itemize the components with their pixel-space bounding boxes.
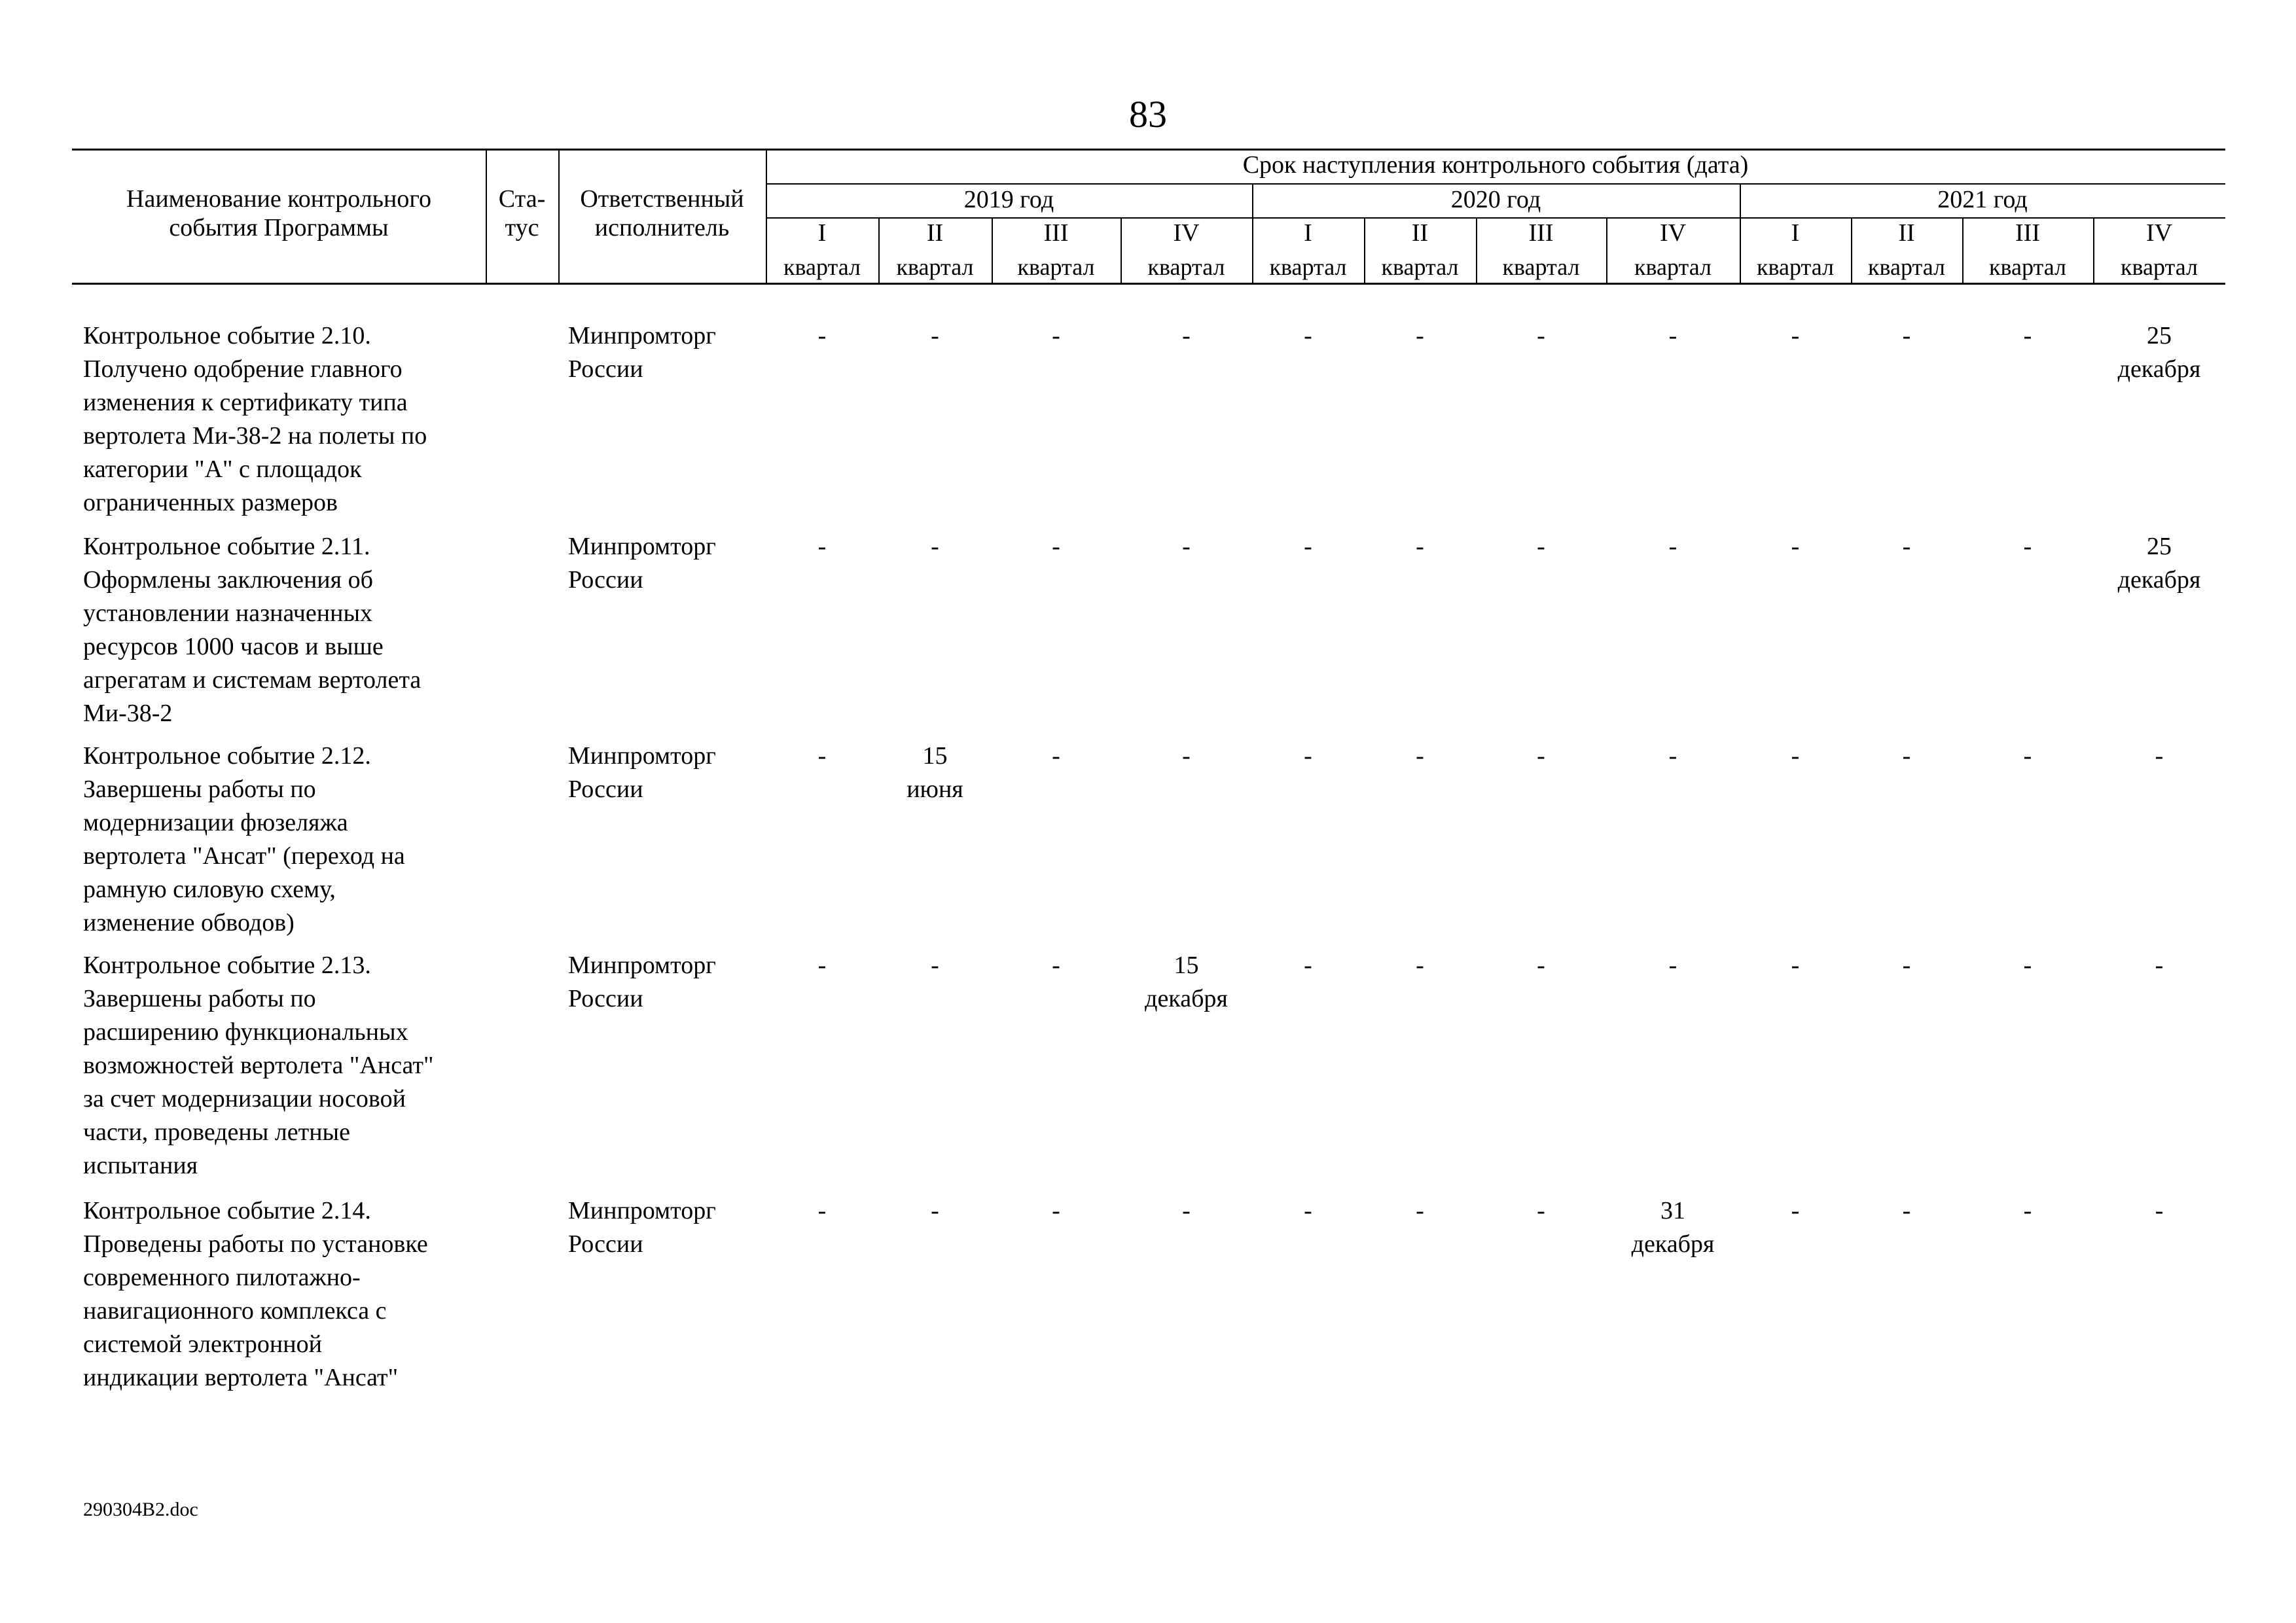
quarter-deadline-cell: -	[1052, 952, 1060, 979]
quarter-deadline-cell: -	[1182, 1197, 1191, 1224]
quarter-deadline-cell: -	[2023, 952, 2032, 979]
quarter-deadline-cell: -	[1416, 742, 1424, 770]
year-header: 2020 год	[1450, 186, 1541, 213]
responsible-executor: Минпромторг России	[568, 742, 716, 803]
quarter-header: III	[2015, 219, 2040, 247]
year-header: 2021 год	[1937, 186, 2028, 213]
quarter-deadline-cell: -	[817, 533, 827, 560]
quarter-header: I	[1791, 219, 1800, 247]
quarter-deadline-cell: -	[1902, 1197, 1911, 1224]
event-name: Контрольное событие 2.14. Проведены работы по установке современного пилотажно- навигационного комплекса с системой электронной индикации вертолета "Ансат"	[83, 1197, 428, 1391]
header-bottom-rule	[72, 283, 2225, 285]
quarter-header: IV	[1659, 219, 1687, 247]
event-name: Контрольное событие 2.10. Получено одобрение главного изменения к сертификату типа вертолета Ми-38-2 на полеты по категории "А" с площадок ограниченных размеров	[83, 322, 427, 516]
quarter-deadline-cell: -	[1182, 322, 1191, 349]
quarter-header-label: квартал	[1868, 254, 1945, 280]
year-header: 2019 год	[963, 186, 1054, 213]
quarter-header: IV	[1173, 219, 1200, 247]
quarter-header: III	[1043, 219, 1069, 247]
responsible-executor: Минпромторг России	[568, 322, 716, 383]
quarter-deadline-cell: -	[2155, 952, 2164, 979]
quarter-header-label: квартал	[1147, 254, 1225, 280]
quarter-deadline-cell: -	[1902, 322, 1911, 349]
event-name: Контрольное событие 2.11. Оформлены заключения об установлении назначенных ресурсов 1000 часов и выше агрегатам и системам вертолета Ми-38-2	[83, 533, 422, 727]
quarter-deadline-cell: -	[1304, 952, 1312, 979]
quarter-deadline-cell: -	[1304, 533, 1312, 560]
quarter-deadline-cell: -	[2023, 742, 2032, 770]
quarter-deadline-cell: -	[1902, 533, 1911, 560]
quarter-deadline-cell: 31 декабря	[1631, 1197, 1715, 1258]
quarter-deadline-cell: -	[2023, 533, 2032, 560]
quarter-deadline-cell: -	[2023, 322, 2032, 349]
responsible-executor: Минпромторг России	[568, 952, 716, 1012]
quarter-deadline-cell: -	[931, 952, 939, 979]
quarter-header-label: квартал	[783, 254, 861, 280]
column-header-name: Наименование контрольного события Программы	[126, 185, 431, 241]
quarter-deadline-cell: -	[1304, 1197, 1312, 1224]
quarter-deadline-cell: -	[1416, 322, 1424, 349]
responsible-executor: Минпромторг России	[568, 1197, 716, 1258]
quarter-deadline-cell: -	[817, 742, 827, 770]
quarter-header: I	[817, 219, 827, 247]
column-header-deadline: Срок наступления контрольного события (дата)	[1242, 151, 1749, 179]
quarter-deadline-cell: -	[1052, 322, 1060, 349]
quarter-deadline-cell: -	[1791, 322, 1800, 349]
quarter-deadline-cell: -	[1668, 533, 1677, 560]
event-name: Контрольное событие 2.13. Завершены работы по расширению функциональных возможностей вертолета "Ансат" за счет модернизации носовой части, проведены летные испытания	[83, 952, 434, 1179]
quarter-deadline-cell: -	[1416, 1197, 1424, 1224]
deadline-title-rule	[766, 183, 2225, 185]
quarter-deadline-cell: 15 декабря	[1145, 952, 1228, 1012]
quarter-deadline-cell: -	[1902, 742, 1911, 770]
column-header-status: Ста- тус	[498, 185, 546, 241]
document-code: 290304B2.doc	[83, 1499, 198, 1520]
quarter-deadline-cell: -	[931, 322, 939, 349]
quarter-header-label: квартал	[1989, 254, 2066, 280]
quarter-deadline-cell: -	[931, 533, 939, 560]
quarter-deadline-cell: -	[2023, 1197, 2032, 1224]
quarter-header: II	[1411, 219, 1429, 247]
quarter-deadline-cell: -	[2155, 742, 2164, 770]
quarter-deadline-cell: -	[1182, 742, 1191, 770]
quarter-header: III	[1528, 219, 1554, 247]
quarter-deadline-cell: -	[1791, 952, 1800, 979]
responsible-executor: Минпромторг России	[568, 533, 716, 594]
column-header-responsible: Ответственный исполнитель	[580, 185, 744, 241]
quarter-deadline-cell: -	[817, 1197, 827, 1224]
quarter-deadline-cell: -	[1182, 533, 1191, 560]
quarter-deadline-cell: -	[2155, 1197, 2164, 1224]
quarter-header: I	[1304, 219, 1312, 247]
quarter-deadline-cell: -	[1537, 533, 1545, 560]
quarter-deadline-cell: 25 декабря	[2117, 533, 2201, 594]
quarter-header-label: квартал	[1757, 254, 1834, 280]
quarter-deadline-cell: -	[1052, 1197, 1060, 1224]
quarter-header-label: квартал	[1634, 254, 1712, 280]
quarter-header: II	[926, 219, 944, 247]
quarter-deadline-cell: -	[1791, 533, 1800, 560]
quarter-deadline-cell: -	[1052, 533, 1060, 560]
quarter-deadline-cell: -	[1537, 742, 1545, 770]
quarter-deadline-cell: -	[1416, 952, 1424, 979]
quarter-deadline-cell: -	[1304, 322, 1312, 349]
quarter-deadline-cell: -	[1304, 742, 1312, 770]
quarter-deadline-cell: 25 декабря	[2117, 322, 2201, 383]
quarter-deadline-cell: -	[1668, 742, 1677, 770]
quarter-deadline-cell: -	[1416, 533, 1424, 560]
event-name: Контрольное событие 2.12. Завершены работы по модернизации фюзеляжа вертолета "Ансат" (переход на рамную силовую схему, изменение обводов)	[83, 742, 405, 936]
quarter-deadline-cell: -	[1537, 1197, 1545, 1224]
quarter-header-label: квартал	[2121, 254, 2198, 280]
quarter-deadline-cell: 15 июня	[906, 742, 963, 803]
quarter-header-label: квартал	[1017, 254, 1095, 280]
quarter-header-label: квартал	[896, 254, 974, 280]
quarter-header-label: квартал	[1381, 254, 1459, 280]
quarter-deadline-cell: -	[1668, 322, 1677, 349]
quarter-deadline-cell: -	[1537, 952, 1545, 979]
quarter-deadline-cell: -	[931, 1197, 939, 1224]
quarter-deadline-cell: -	[1791, 742, 1800, 770]
quarter-deadline-cell: -	[817, 322, 827, 349]
quarter-deadline-cell: -	[1052, 742, 1060, 770]
quarter-header: II	[1898, 219, 1915, 247]
page-number: 83	[1129, 93, 1167, 135]
quarter-deadline-cell: -	[1902, 952, 1911, 979]
quarter-header-label: квартал	[1269, 254, 1347, 280]
quarter-deadline-cell: -	[1537, 322, 1545, 349]
quarter-header: IV	[2145, 219, 2173, 247]
quarter-header-label: квартал	[1502, 254, 1580, 280]
quarter-deadline-cell: -	[817, 952, 827, 979]
quarter-deadline-cell: -	[1668, 952, 1677, 979]
quarter-deadline-cell: -	[1791, 1197, 1800, 1224]
